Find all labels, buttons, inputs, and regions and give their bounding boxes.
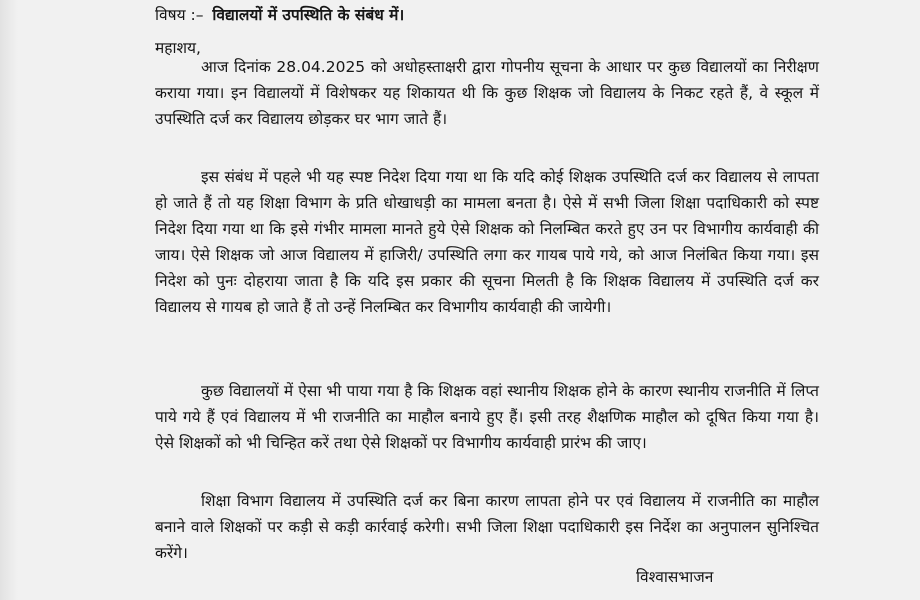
- body-paragraph-3: कुछ विद्यालयों में ऐसा भी पाया गया है कि शिक्षक वहां स्थानीय शिक्षक होने के कारण स्थानीय राजनीति में लिप्त पाये गये हैं एवं विद्यालय में भी राजनीति का माहौल बनाये हुए हैं। इसी तरह शैक्षणिक माहौल को दूषित किया गया है। ऐसे शिक्षकों को भी चिन्हित करें तथा ऐसे शिक्षकों पर विभागीय कार्यवाही प्रारंभ की जाए।: [155, 382, 819, 452]
- page-edge-shadow: [0, 0, 18, 600]
- subject-heading: विद्यालयों में उपस्थिति के संबंध में।: [212, 6, 405, 24]
- body-paragraph-4: शिक्षा विभाग विद्यालय में उपस्थिति दर्ज कर बिना कारण लापता होने पर एवं विद्यालय में राजनीति का माहौल बनाने वाले शिक्षकों पर कड़ी से कड़ी कार्रवाई करेगी। सभी जिला शिक्षा पदाधिकारी इस निर्देश का अनुपालन सुनिश्चित करेंगे।: [155, 492, 819, 562]
- salutation: महाशय,: [155, 39, 201, 57]
- subject-label: विषय :–: [155, 6, 204, 24]
- closing-signoff: विश्वासभाजन: [636, 568, 714, 586]
- body-paragraph-1: आज दिनांक 28.04.2025 को अधोहस्ताक्षरी द्वारा गोपनीय सूचना के आधार पर कुछ विद्यालयों का निरीक्षण कराया गया। इन विद्यालयों में विशेषकर यह शिकायत थी कि कुछ शिक्षक जो विद्यालय के निकट रहते हैं, वे स्कूल में उपस्थिति दर्ज कर विद्यालय छोड़कर घर भाग जाते हैं।: [155, 58, 819, 128]
- body-paragraph-2: इस संबंध में पहले भी यह स्पष्ट निदेश दिया गया था कि यदि कोई शिक्षक उपस्थिति दर्ज कर विद्यालय से लापता हो जाते हैं तो यह शिक्षा विभाग के प्रति धोखाधड़ी का मामला बनता है। ऐसे में सभी जिला शिक्षा पदाधिकारी को स्पष्ट निदेश दिया गया था कि इसे गंभीर मामला मानते हुये ऐसे शिक्षक को निलम्बित करते हुए उन पर विभागीय कार्यवाही की जाय। ऐसे शिक्षक जो आज विद्यालय में हाजिरी/ उपस्थिति लगा कर गायब पाये गये, को आज निलंबित किया गया। इस निदेश को पुनः दोहराया जाता है कि यदि इस प्रकार की सूचना मिलती है कि शिक्षक विद्यालय में उपस्थिति दर्ज कर विद्यालय से गायब हो जाते हैं तो उन्हें निलम्बित कर विभागीय कार्यवाही की जायेगी।: [155, 168, 819, 316]
- subject-line: [155, 4, 755, 26]
